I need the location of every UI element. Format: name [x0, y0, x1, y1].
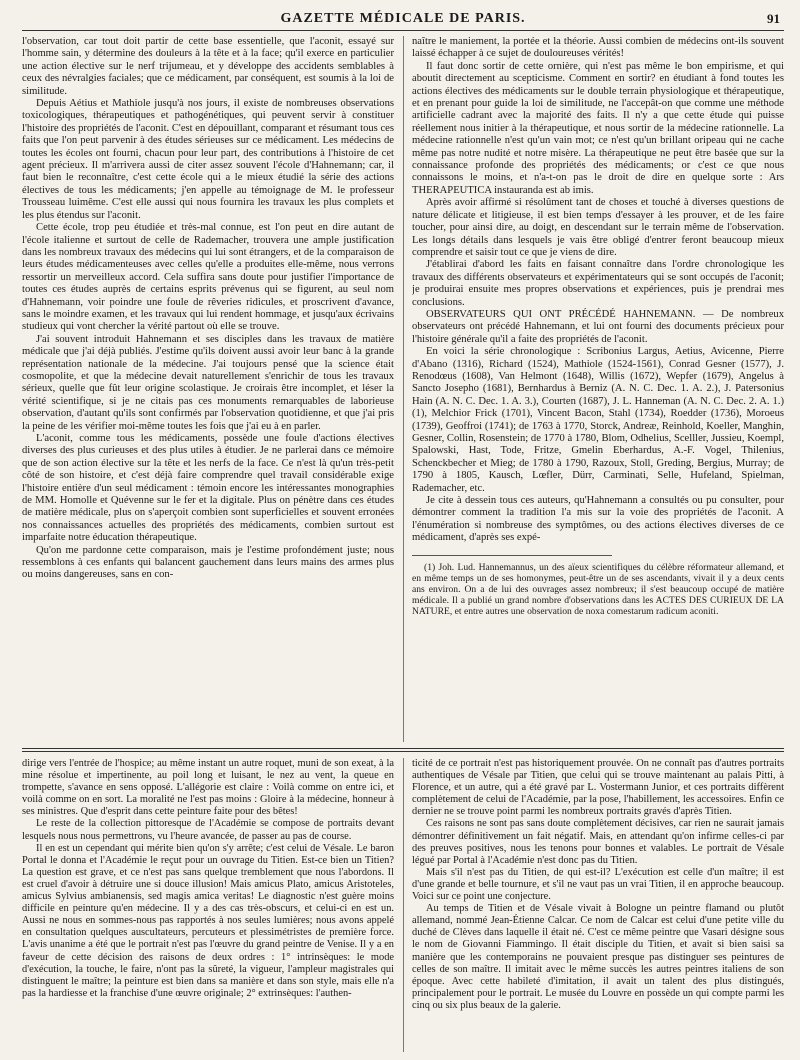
paragraph: l'observation, car tout doit partir de cette base essentielle, que l'aconit, essayé sur l'homme sain, y détermine des douleurs à la tête et à la face; qu'il exerce en particulier une action élective sur le nerf trijumeau, et y développe des accidents semblables à ceux des névralgies faciales; que ce médicament, par conséquent, est soumis à la loi de similitude.: [22, 36, 394, 97]
paragraph: L'aconit, comme tous les médicaments, possède une foule d'actions électives diverses des plus curieuses et des plus utiles à étudier. Je ne parlerai dans ce mémoire que de son action élective sur la tête et les nerfs de la face. Ce n'est là qu'un très-petit côté de son histoire, et c'est déjà faire comprendre quel travail considérable exige l'histoire entière d'un seul médicament : témoin encore les intéressantes monographies de MM. Homolle et Quévenne sur le fer et la digitale. Plus on pénètre dans ces études de matière médicale, plus on s'aperçoit combien sont superficielles et souvent erronées nos connaissances actuelles des propriétés des médicaments, combien surtout est imparfaite notre éducation thérapeutique.: [22, 433, 394, 544]
paragraph: Au temps de Titien et de Vésale vivait à Bologne un peintre flamand ou plutôt allemand, nommé Jean-Étienne Calcar. Ce nom de Calcar est celui d'une petite ville du duché de Clèves dans laquelle il était né. C'est ce même peintre que Vasari désigne sous le nom de Giovanni Fiammingo. Il était disciple du Titien, et avait si bien saisi sa manière que les contemporains ne pouvaient presque pas distinguer ses peintures de celles de son maître. Il imitait avec le même succès les autres peintres italiens de son époque. Avec cette habileté d'imitation, il avait un talent des plus distingués, principalement pour le portrait. Le musée du Louvre en possède un qui compte parmi les cinq ou six plus beaux de la galerie.: [412, 903, 784, 1011]
paragraph: Cette école, trop peu étudiée et très-mal connue, est l'on peut en dire autant de l'école italienne et surtout de celle de Rademacher, trouvera une ample justification dans les nombreux travaux des médecins qui lui sont étrangers, et de la comparaison de leurs études médicamenteuses avec celles qu'elle a produites elle-même, nous verrons ressortir un merveilleux accord. Cela suffira sans doute pour justifier l'importance de toutes ces études auprès de certains esprits prévenus qui se figurent, au seul nom d'Hahnemann, voir poindre une foule de rêveries ridicules, et proscrivent d'avance, sans le moindre examen, et les travaux qui lui rendent hommage, et jusqu'aux écrivains studieux qui vont chercher la vérité partout où elle se trouve.: [22, 222, 394, 333]
feuilleton-column-left: [22, 758, 394, 1052]
journal-title: GAZETTE MÉDICALE DE PARIS.: [280, 11, 526, 26]
column-divider: [403, 758, 404, 1052]
running-header: [22, 8, 784, 31]
paragraph: OBSERVATEURS QUI ONT PRÉCÉDÉ HAHNEMANN. — De nombreux observateurs ont précédé Hahnemann, et lui ont fourni des documents précieux pour l'histoire générale qu'il a faite des propriétés de l'aconit.: [412, 308, 784, 345]
feuilleton-column-right: [412, 758, 784, 1052]
paragraph: Je cite à dessein tous ces auteurs, qu'Hahnemann a consultés ou pu consulter, pour démontrer comment la tradition l'a mis sur la voie des propriétés de l'aconit. A l'énumération si nombreuse des symptômes, ou des actions électives diverses de ce médicament, d'après ses expé-: [412, 495, 784, 544]
feuilleton-divider: [22, 748, 784, 752]
paragraph: Mais s'il n'est pas du Titien, de qui est-il? L'exécution est celle d'un maître; il est d'une grande et belle tournure, et s'il ne vaut pas un vrai Titien, il en approche beaucoup. Voici sur ce point une conjecture.: [412, 866, 784, 903]
paragraph: Il faut donc sortir de cette ornière, qui n'est pas même le bon empirisme, et qui aboutit directement au scepticisme. Comment en sortir? en étudiant à fond toutes les actions électives des médicaments sur le double terrain physiologique et thérapeutique, et en prenant pour guide la loi de similitude, ne l'accepât-on que comme une méthode artificielle cadrant avec la majorité des faits. Il n'y a que cette étude qui puisse réellement nous initier à la thérapeutique, et nous sortir de la médecine rationnelle. La médecine rationnelle n'est qu'un vain mot; ce n'est qu'un brillant oripeau qui ne cache même pas notre nudité et notre misère. La thérapeutique ne peut être basée que sur la connaissance profonde des propriétés des médicaments; or c'est ce que nous connaissons le moins, et n'a-t-on pas le droit de dire en quelque sorte : Ars THERAPEUTICA instauranda est ab imis.: [412, 60, 784, 196]
paragraph: dirige vers l'entrée de l'hospice; au même instant un autre roquet, muni de son exeat, à la mine résolue et impertinente, au poil long et luisant, le nez au vent, la queue en trompette, s'avance en sens opposé. L'allégorie est claire : Voilà comme on entre ici, et voilà comme on en sort. La moralité ne l'est pas moins : Gloire à la médecine, honneur à ses ministres. Que d'esprit dans cette peinture faite pour des bêtes!: [22, 758, 394, 818]
paragraph: Depuis Aétius et Mathiole jusqu'à nos jours, il existe de nombreuses observations toxicologiques, thérapeutiques et pathogénétiques, qui peuvent servir à constituer l'histoire des propriétés de l'aconit. C'est en dépouillant, comparant et résumant tous ces faits que l'on peut parvenir à des études sérieuses sur ce médicament. Les médecins de toutes les écoles ont fourni, chacun pour leur part, des contributions à l'histoire de cet agent précieux. Il m'arrivera aussi de citer assez souvent l'école d'Hahnemann; car, il faut bien le reconnaître, c'est cette école qui a le mieux étudié la série des actions électives de tous les médicaments; j'en appelle au témoignage de M. le professeur Trousseau luimême. C'est elle aussi qui nous fournira les travaux les plus complets et les plus étendus sur l'aconit.: [22, 98, 394, 221]
article-column-right: [412, 36, 784, 742]
page-number: 91: [767, 11, 780, 26]
paragraph: J'établirai d'abord les faits en faisant connaître dans l'ordre chronologique les travaux des différents observateurs et expérimentateurs qui se sont occupés de l'aconit; je produirai ensuite mes propres observations et expériences, puis je prendrai mes conclusions.: [412, 259, 784, 308]
paragraph: Le reste de la collection pittoresque de l'Académie se compose de portraits devant lesquels nous nous permettrons, vu l'heure avancée, de passer au pas de course.: [22, 818, 394, 842]
feuilleton-section: [22, 758, 784, 1052]
article-section: [22, 36, 784, 742]
paragraph: Qu'on me pardonne cette comparaison, mais je l'estime profondément juste; nous ressemblons à ces enfants qui balancent gauchement dans leurs mains des armes plus ou moins dangereuses, sans en con-: [22, 544, 394, 581]
paragraph: Il en est un cependant qui mérite bien qu'on s'y arrête; c'est celui de Vésale. Le baron Portal le donna et l'Académie le reçut pour un ouvrage du Titien. Est-ce bien un Titien? La question est grave, et ce n'est pas sans quelque tremblement que nous l'abordons. Il est cruel d'avoir à détruire une si douce illusion! Mais amicus Plato, amicus Aristoteles, amicus Sylvius ambianensis, sed magis amica veritas! Le diagnostic n'est guère moins difficile en peinture qu'en médecine. Il y a des cas très-obscurs, et celui-ci en est un. Aussi ne nous en sommes-nous pas rapportés à nos seules lumières; nous avons appelé en consultation quelques auscultateurs, percuteurs et plessimétristes de première force. L'avis unanime a été que le portrait n'est pas l'œuvre du grand peintre de Venise. Il y a en faveur de cette décision des raisons de deux ordres : 1° intrinsèques: le mode d'exécution, la touche, le faire, n'ont pas la sûreté, la vigueur, l'ampleur magistrales qui distinguent le maître; la peinture est bien dans sa manière et dans son style, mais elle n'a pas la hardiesse et la franchise d'une œuvre originale; 2° extrinsèques: l'authen-: [22, 842, 394, 999]
paragraph: Ces raisons ne sont pas sans doute complètement décisives, car rien ne saurait jamais démontrer définitivement un fait négatif. Mais, en attendant qu'on infirme celles-ci par des preuves positives, nous les tenons pour bonnes et valables. Le portrait de Vésale légué par Portal à l'Académie n'est donc pas du Titien.: [412, 818, 784, 866]
footnote-divider: [412, 555, 612, 556]
journal-page: [22, 8, 784, 1052]
paragraph: J'ai souvent introduit Hahnemann et ses disciples dans les travaux de matière médicale que j'ai déjà publiés. J'estime qu'ils doivent aussi avoir leur banc à la grande représentation nationale de la médecine. J'ai toujours pensé que la science était cosmopolite, et que la médecine devait naturellement s'enrichir de tous les travaux sérieux, quelle que fût leur origine scolastique. Je croirais être incomplet, et léser la vérité scientifique, si je ne citais pas ces monuments remarquables de laborieuse observation, d'autant qu'ils sont confirmés par l'observation quotidienne, et que j'ai pris la peine de les vérifier moi-même toutes les fois que j'ai eu à en parler.: [22, 333, 394, 432]
paragraph: ticité de ce portrait n'est pas historiquement prouvée. On ne connaît pas d'autres portraits authentiques de Vésale par Titien, que celui qui se trouve maintenant au palais Pitti, à Florence, et un autre, qui a été gravé par L. Vostermann Junior, et ces portraits diffèrent complètement de celui de l'Académie, par la pose, l'habillement, les accessoires. Enfin ce dernier ne se trouve point parmi les nombreux portraits gravés d'après Titien.: [412, 758, 784, 818]
paragraph: En voici la série chronologique : Scribonius Largus, Aetius, Avicenne, Pierre d'Abano (1316), Richard (1524), Mathiole (1524-1561), Conrad Gesner (1577), J. Renodœus (1608), Van Helmont (1648), Willis (1672), Wepfer (1679), Angelus à Sancto Josepho (1681), Bernhardus à Berniz (A. N. C. Dec. 1. A. 2.), J. Patersonius Hain (A. N. C. Dec. 1. A. 3.), Courten (1687), J. L. Hanneman (A. N. C. Dec. 2. A. 1.) (1), Melchior Frick (1701), Vincent Bacon, Stahl (1734), Roedder (1736), Moroeus (1739), Geoffroi (1741); de 1763 à 1770, Storck, Andreæ, Reinhold, Koeller, Manghin, Gesner, Collin, Rosenstein; de 1770 à 1780, Blom, Odhelius, Scelller, Jussieu, Koempl, Spalowski, Hast, Tode, Fritze, Gmelin Eberhardus, A.-F. Vogel, Thilenius, Schenckbecher et Mieg; de 1780 à 1790, Razoux, Stoll, Greding, Bergius, Murray; de 1790 à 1805, Kausch, Lœfler, Dürr, Carminati, Selle, Hufeland, Spielman, Rademacher, etc.: [412, 346, 784, 494]
article-column-left: [22, 36, 394, 742]
column-divider: [403, 36, 404, 742]
paragraph: Après avoir affirmé si résolûment tant de choses et touché à diverses questions de nature délicate et litigieuse, il est bien temps d'essayer à les prouver, et de les faire toucher, pour ainsi dire, au doigt, en descendant sur le terrain même de l'observation. Les longs détails dans lesquels je vais être obligé d'entrer feront beaucoup mieux comprendre et saisir tout ce que je viens de dire.: [412, 197, 784, 258]
footnote: (1) Joh. Lud. Hannemannus, un des aïeux scientifiques du célèbre réformateur allemand, et en même temps un de ses homonymes, peut-être un de ses ascendants, vivait il y a deux cents ans environ. On a de lui des ouvrages assez nombreux; il s'est beaucoup occupé de matière médicale. Il a publié un grand nombre d'observations dans les ACTES DES CURIEUX DE LA NATURE, et entre autres une observation de noxa comestarum radicum aconiti.: [412, 561, 784, 618]
paragraph: naître le maniement, la portée et la théorie. Aussi combien de médecins ont-ils souvent laissé échapper à ce sujet de douloureuses vérités!: [412, 36, 784, 60]
